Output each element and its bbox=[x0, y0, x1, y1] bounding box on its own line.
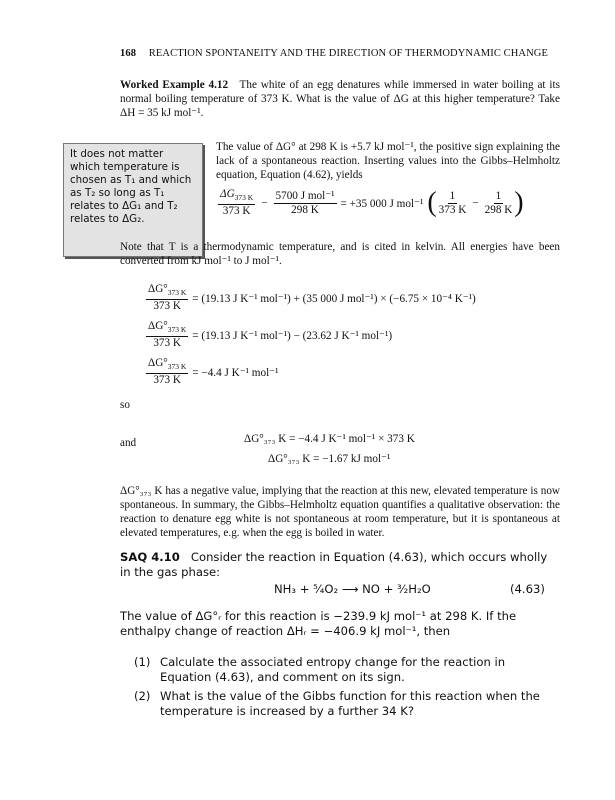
saq-item-1: (1) Calculate the associated entropy change for the reaction in Equation (4.63), and comment on its sign. bbox=[134, 655, 506, 684]
solution-intro: The value of ΔG° at 298 K is +5.7 kJ mol⁻¹, the positive sign explaining the lack of a spontaneous reaction. Inserting values into the Gibbs–Helmholtz equation, Equation (4.62), yields bbox=[216, 141, 560, 181]
running-title: REACTION SPONTANEITY AND THE DIRECTION OF THERMODYNAMIC CHANGE bbox=[148, 48, 548, 59]
saq-body: The value of ΔG°ᵣ for this reaction is −239.9 kJ mol⁻¹ at 298 K. If the enthalpy change of reaction ΔHᵣ = −406.9 kJ mol⁻¹, then bbox=[120, 609, 517, 638]
step-equation-1: $\frac{\Delta G^\circ_{373 K}}{373 K}$ = (19.13 J K⁻¹ mol⁻¹) + (35 000 J mol⁻¹) × (−6.75 × 10⁻⁴ K⁻¹) bbox=[148, 283, 476, 313]
gibbs-helmholtz-equation: $\frac{\Delta G_{373 K}}{373 K}$ − $\frac{\text{5700 J mol⁻¹}}{298 K}$ = +35 000 J mol⁻¹ ( $\frac{1}{373 K}$ − $\frac{1}{298 K}$ ) bbox=[220, 187, 524, 219]
saq-eq-number: (4.63) bbox=[510, 582, 545, 596]
gh-r1-fraction: $\frac{1}{373 K}$ bbox=[438, 189, 467, 216]
worked-example bbox=[120, 78, 560, 120]
kelvin-note: Note that T is a thermodynamic temperature, and is cited in kelvin. All energies have been converted from kJ mol⁻¹ to J mol⁻¹. bbox=[120, 241, 560, 267]
gh-r2-fraction: $\frac{1}{298 K}$ bbox=[484, 189, 513, 216]
running-header bbox=[120, 48, 548, 59]
gh-lhs-fraction: $\frac{\Delta G_{373 K}}{373 K}$ bbox=[220, 188, 254, 218]
worked-example-question: The white of an egg denatures while immersed in water boiling at its normal boiling temperature of 373 K. What is the value of ΔG at this higher temperature? Take ΔH = 35 kJ mol⁻¹. bbox=[120, 79, 560, 119]
step-equation-2: $\frac{\Delta G^\circ_{373 K}}{373 K}$ = (19.13 J K⁻¹ mol⁻¹) − (23.62 J K⁻¹ mol⁻¹) bbox=[148, 320, 393, 350]
saq-intro bbox=[120, 550, 560, 580]
and-equation: ΔG°₃₇₃ K = −1.67 kJ mol⁻¹ bbox=[268, 453, 391, 465]
gh-mid-fraction: $\frac{\text{5700 J mol⁻¹}}{298 K}$ bbox=[275, 189, 335, 216]
worked-example-label: Worked Example 4.12 bbox=[120, 79, 229, 91]
margin-note-text: It does not matter which temperature is chosen as T₁ and which as T₂ so long as T₁ relates to ΔG₁ and T₂ relates to ΔG₂. bbox=[70, 148, 192, 225]
step-equation-3: $\frac{\Delta G^\circ_{373 K}}{373 K}$ = −4.4 J K⁻¹ mol⁻¹ bbox=[148, 357, 279, 387]
saq-label: SAQ 4.10 bbox=[120, 550, 180, 564]
page-number: 168 bbox=[120, 48, 137, 59]
so-word: so bbox=[120, 399, 130, 411]
saq-reaction: NH₃ + ⁵⁄₄O₂ ⟶ NO + ³⁄₂H₂O bbox=[274, 582, 431, 596]
so-equation: ΔG°₃₇₃ K = −4.4 J K⁻¹ mol⁻¹ × 373 K bbox=[244, 433, 415, 445]
saq-intro-text: Consider the reaction in Equation (4.63), which occurs wholly in the gas phase: bbox=[120, 550, 548, 579]
saq-item-2: (2) What is the value of the Gibbs function for this reaction when the temperature is increased by a further 34 K? bbox=[134, 689, 540, 718]
conclusion-paragraph: ΔG°₃₇₃ K has a negative value, implying that the reaction at this new, elevated temperature is now spontaneous. In summary, the Gibbs–Helmholtz equation quantifies a qualitative observation: the reaction to denature egg white is not spontaneous at room temperature, but it is spontaneous at elevated temperatures, e.g. when the egg is boiled in water. bbox=[120, 485, 560, 539]
and-word: and bbox=[120, 437, 137, 449]
